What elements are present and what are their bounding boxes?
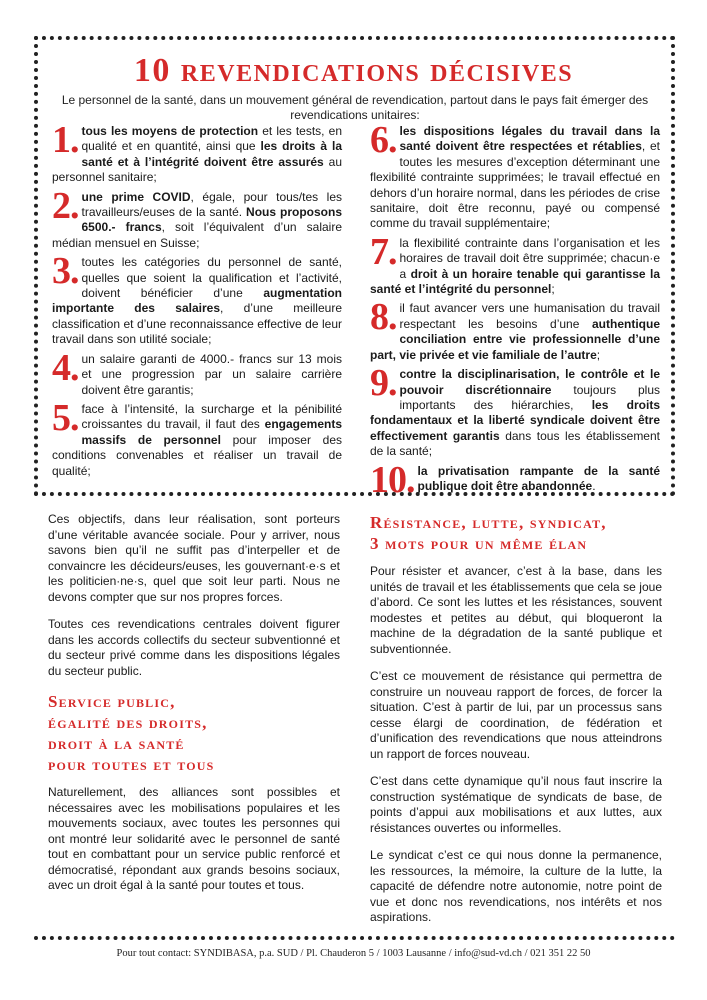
page-title: 10 revendications décisives [133,52,574,89]
demand-item [370,458,660,501]
demand-text: , d’une meilleure classification et d’une reconnaissance effective de leur travail dans son utilité sociale; [52,301,342,347]
demand-item [52,346,342,398]
demand-emphasis: les droits fondamentaux et la liberté syndicale doivent être effectivement garantis [370,397,660,443]
demand-item [52,396,343,479]
demand-item [370,296,660,363]
demand-text: et les tests, en qualité et en quantité, ainsi que [81,124,342,154]
demand-emphasis: les dispositions légales du travail dans la santé doivent être respectées et rétablies [399,124,660,154]
right-paragraph-4: Le syndicat c’est ce qui nous donne la permanence, les ressources, la mémoire, la culture de la lutte, la capacité de défendre notre autonomie, notre point de vue et donc nos revendications, nos intérêts et nos aspirations. [370,848,662,924]
left-paragraph-1: Ces objectifs, dans leur réalisation, sont porteurs d’une véritable avancée sociale. Pour y arriver, nous savons bien qu’il ne suffit pas d’interpeller et de convaincre les décideurs/euses, les gouvernant·e·s et les politicien·ne·s, quel que soit leur parti. Nous ne devons compter que sur nos propres forces. [48,512,340,604]
demand-number: 9. [370,362,397,405]
heading-line: pour toutes et tous [48,755,215,774]
demand-text: toutes les catégories du personnel de santé, quelles que soient la qualification et l’activité, doivent bénéficier d’une [81,255,342,301]
demand-emphasis: contre la disciplinarisation, le contrôle et le pouvoir discrétionnaire [399,367,660,397]
demands-right-column [370,119,661,501]
heading-line: égalité des droits, [48,713,208,732]
demand-item [370,362,661,459]
demand-emphasis: la privatisation rampante de la santé publique doit être abandonnée [417,463,660,493]
demand-emphasis: authentique conciliation entre vie professionnelle d’une part, vie privée et vie familiale de l’autre [370,316,660,362]
demand-text: , soit l’équivalent d’un salaire médian mensuel en Suisse; [52,220,342,250]
demand-text: un salaire garanti de 4000.- francs sur 13 mois et une progression par un salaire carrière doivent être garantis; [81,351,342,397]
demand-text: au personnel sanitaire; [52,154,342,185]
demand-number: 2. [52,184,79,227]
service-public-heading [48,691,340,775]
demands-left-column [52,119,343,483]
heading-line: droit à la santé [48,734,185,753]
demand-item [52,250,342,347]
intro-text: Le personnel de la santé, dans un mouvement général de revendication, partout dans le pays fait émerger des revendications unitaires: [61,93,649,122]
demand-emphasis: les droits à la santé et à l’intégrité doivent être assurés [81,139,342,169]
demand-item [52,119,342,186]
demand-text: la flexibilité contrainte dans l’organisation et les horaires de travail doit être supprimée; chacun·e a [399,235,660,281]
demand-emphasis: Nous proposons 6500.- francs [81,205,342,235]
demand-item [52,184,343,252]
demand-text: toujours plus importants des hiérarchies, [399,382,661,412]
demand-emphasis: engagements massifs de personnel [81,417,342,447]
demand-text: , et toutes les mesures d’exception déterminant une flexibilité contrainte supprimées; le travail effectué en dehors d’un horaire normal, dans les périodes de crise sanitaire, doit être reconnu, payé ou compensé comme du travail supplémentaire; [370,139,660,231]
demand-number: 4. [52,346,79,389]
resistance-heading [370,512,662,554]
demand-text: dans tous les établissement de la santé; [370,428,660,459]
demand-emphasis: augmentation importante des salaires [52,286,342,316]
demand-number: 6. [370,119,397,161]
demand-emphasis: droit à un horaire tenable qui garantisse la santé et l’intégrité du personnel [370,266,660,297]
footer-dotted-divider [34,936,675,940]
demand-text: , égale, pour tous/tes les travailleurs/euses de la santé. [81,189,343,220]
demand-emphasis: tous les moyens de protection [81,124,259,138]
right-article-column [370,512,662,938]
heading-line: Résistance, lutte, syndicat, [370,513,607,532]
heading-line: Service public, [48,692,176,711]
heading-line: 3 mots pour un même élan [370,534,588,553]
footer-contact: Pour tout contact: SYNDIBASA, p.a. SUD / Pl. Chauderon 5 / 1003 Lausanne / info@sud-vd.ch / 021 351 22 50 [116,948,591,959]
left-article-column [48,512,340,906]
demand-number: 7. [370,230,397,273]
demand-number: 1. [52,119,79,161]
demand-item [370,119,660,232]
demand-text: ; [596,347,601,362]
demand-item [370,230,660,298]
demand-emphasis: une prime COVID [81,189,191,204]
demand-number: 10. [370,458,415,501]
demand-text: face à l’intensité, la surcharge et la pénibilité croissantes du travail, il faut des [81,401,342,432]
demand-text: ; [551,282,555,297]
demand-text: pour imposer des conditions convenables et réaliser un travail de qualité; [52,432,343,478]
right-paragraph-3: C’est dans cette dynamique qu’il nous faut inscrire la construction systématique de syndicats de base, de points d’appui aux mobilisations et aux luttes, aux résistances ouvertes ou informelles. [370,774,662,835]
left-paragraph-2: Toutes ces revendications centrales doivent figurer dans les accords collectifs du secteur subventionné et du secteur privé comme dans les dispositions légales du secteur public. [48,617,340,678]
right-paragraph-1: Pour résister et avancer, c’est à la base, dans les unités de travail et les établissements que cela se joue d’abord. Ce sont les luttes et les résistances, souvent modestes et petites au début, qui bloqueront la machine de la dégradation de la santé publique et subventionnée. [370,564,662,656]
demand-number: 3. [52,250,79,293]
demand-text: il faut avancer vers une humanisation du travail respectant les besoins d’une [399,301,660,331]
demand-number: 5. [52,396,79,439]
demand-text: . [592,478,596,493]
demand-number: 8. [370,296,397,339]
right-paragraph-2: C’est ce mouvement de résistance qui permettra de construire un nouveau rapport de forces, de forcer la situation. C’est à partir de lui, par un processus sans cesse élargi de coordination, de fédération et d’unification des revendications que nous atteindrons un rapport de forces nouveau. [370,669,662,761]
left-paragraph-3: Naturellement, des alliances sont possibles et nécessaires avec les mobilisations populaires et les mouvements sociaux, avec toutes les personnes qui ont montré leur solidarité avec le personnel de santé tout en combattant pour un service public renforcé et démocratisé, répondant aux grands besoins sociaux, avec un droit égal à la santé pour toutes et tous. [48,785,340,892]
